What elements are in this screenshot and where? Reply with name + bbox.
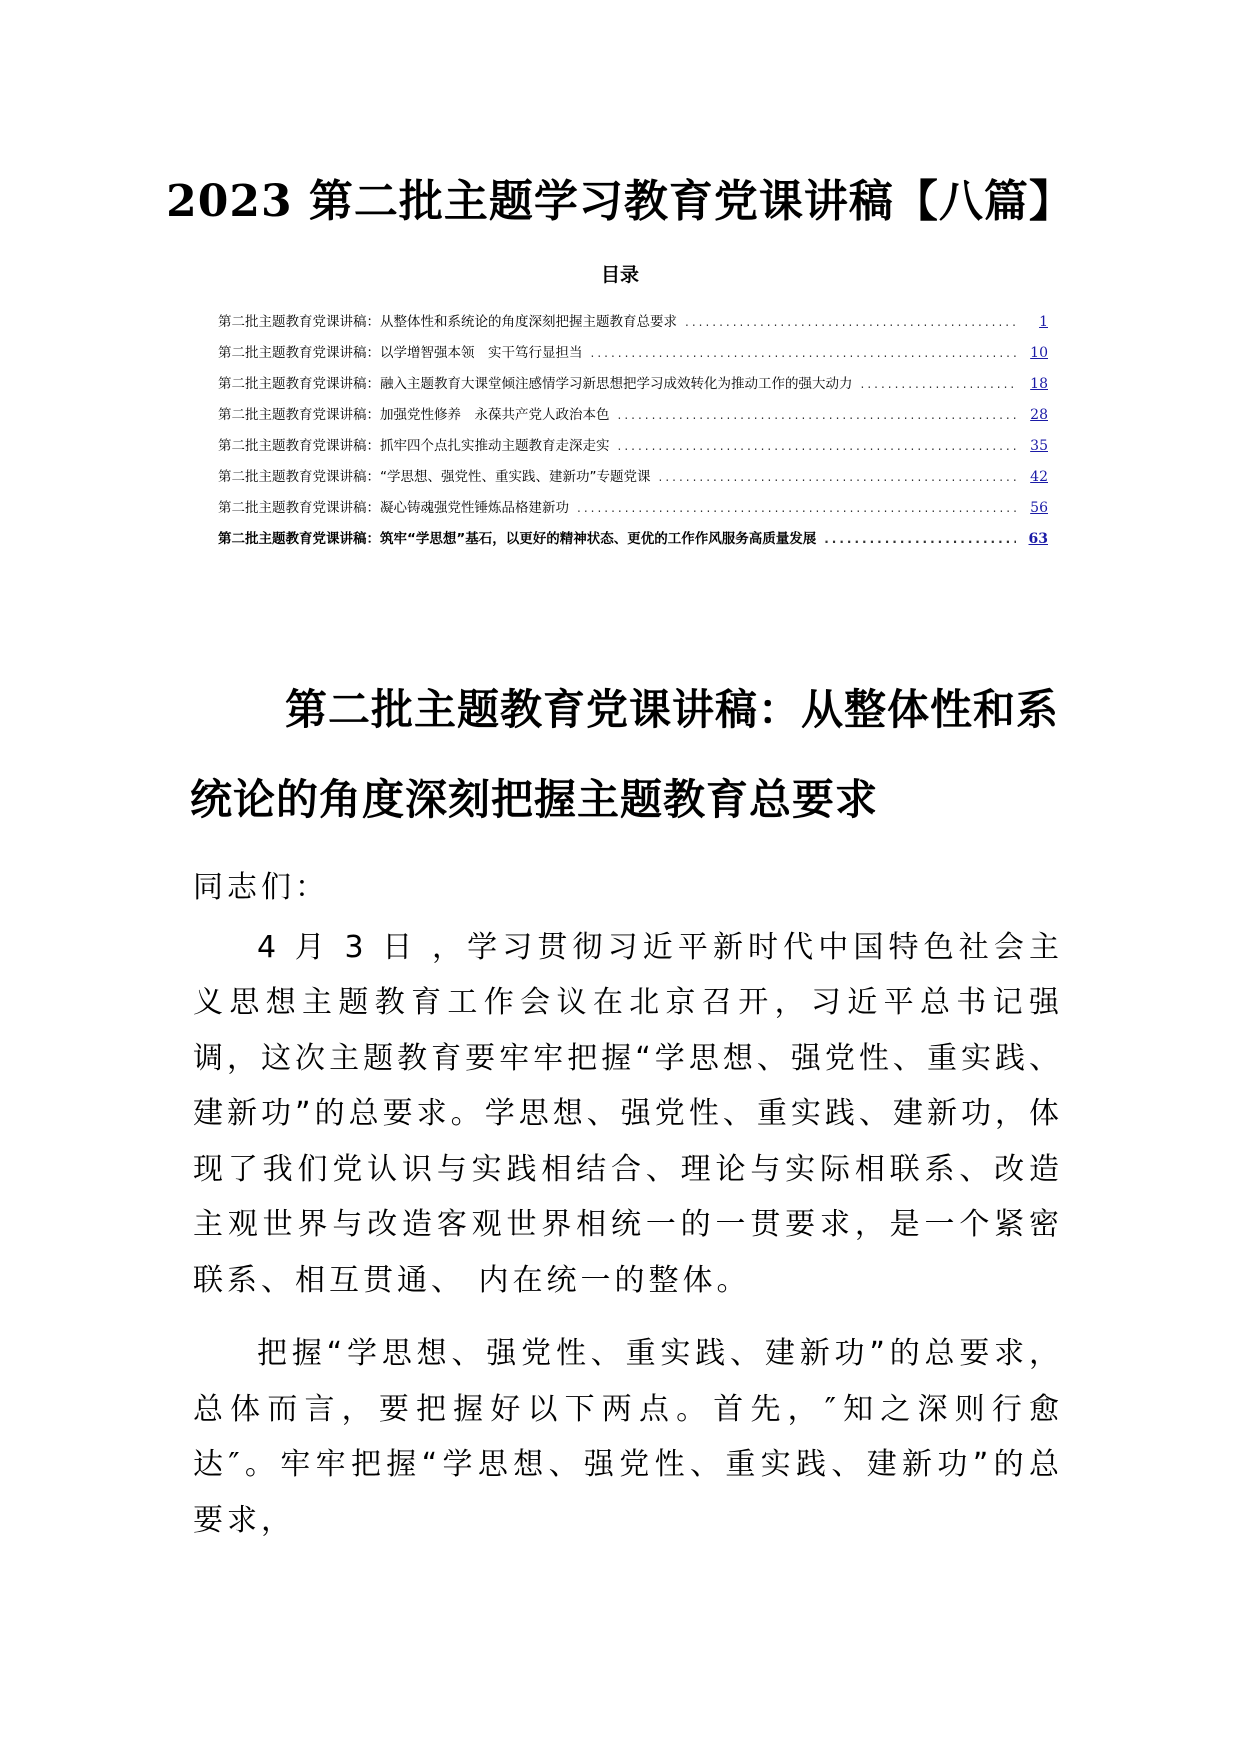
document-title: 2023 第二批主题学习教育党课讲稿【八篇】 [166,176,1074,227]
toc-page-link[interactable]: 63 [1028,531,1048,547]
toc-leader-dots [618,436,1017,456]
toc-leader-dots [591,343,1017,363]
toc-entry-title: 第二批主题教育党课讲稿：凝心铸魂强党性锤炼品格建新功 [218,500,569,516]
section-body [193,860,1063,1548]
salutation: 同志们： [193,870,329,905]
toc-entry[interactable] [218,436,1048,467]
toc-page-link[interactable]: 35 [1030,438,1048,454]
toc-entry-title: 第二批主题教育党课讲稿：以学增智强本领 实干笃行显担当 [218,345,583,361]
body-paragraph: 4 月 3 日 ，学习贯彻习近平新时代中国特色社会主义思想主题教育工作会议在北京召开，习近平总书记强调，这次主题教育要牢牢把握“学思想、强党性、重实践、建新功”的总要求。学思想、强党性、重实践、建新功，体现了我们党认识与实践相结合、理论与实际相联系、改造主观世界与改造客观世界相统一的一贯要求，是一个紧密联系、相互贯通、 内在统一的整体。 [193,929,1063,1298]
toc-leader-dots [685,312,1016,332]
toc-page-link[interactable]: 18 [1030,376,1048,392]
toc-entry[interactable] [218,498,1048,529]
toc-leader-dots [618,405,1017,425]
toc-leader-dots [577,498,1016,518]
section-title: 第二批主题教育党课讲稿：从整体性和系统论的角度深刻把握主题教育总要求 [190,685,1060,824]
toc-page-link[interactable]: 10 [1030,345,1048,361]
toc-page-link[interactable]: 28 [1030,407,1048,423]
toc-page-link[interactable]: 42 [1030,469,1048,485]
toc-page-link[interactable]: 56 [1030,500,1048,516]
toc-leader-dots [824,529,1016,549]
toc-entry[interactable] [218,405,1048,436]
body-paragraph: 把握“学思想、强党性、重实践、建新功”的总要求，总体而言，要把握好以下两点。首先，″知之深则行愈达″。牢牢把握“学思想、强党性、重实践、建新功”的总要求， [193,1336,1063,1538]
toc-entry-title: 第二批主题教育党课讲稿：加强党性修养 永葆共产党人政治本色 [218,407,610,423]
toc-entry-title: 第二批主题教育党课讲稿：“学思想、强党性、重实践、建新功”专题党课 [218,469,651,485]
toc-entry[interactable] [218,529,1048,560]
toc-heading: 目录 [600,264,639,286]
toc-page-link[interactable]: 1 [1039,314,1048,330]
toc-leader-dots [659,467,1017,487]
toc-entry-title: 第二批主题教育党课讲稿：抓牢四个点扎实推动主题教育走深走实 [218,438,610,454]
toc-entry[interactable] [218,467,1048,498]
toc-entry-title: 第二批主题教育党课讲稿：筑牢“学思想”基石，以更好的精神状态、更优的工作作风服务高质量发展 [218,531,817,547]
toc-entry-title: 第二批主题教育党课讲稿：融入主题教育大课堂倾注感情学习新思想把学习成效转化为推动工作的强大动力 [218,376,853,392]
toc-entry[interactable] [218,343,1048,374]
toc-entry[interactable] [218,374,1048,405]
table-of-contents [218,312,1048,560]
toc-entry-title: 第二批主题教育党课讲稿：从整体性和系统论的角度深刻把握主题教育总要求 [218,314,677,330]
toc-entry[interactable] [218,312,1048,343]
toc-leader-dots [861,374,1017,394]
